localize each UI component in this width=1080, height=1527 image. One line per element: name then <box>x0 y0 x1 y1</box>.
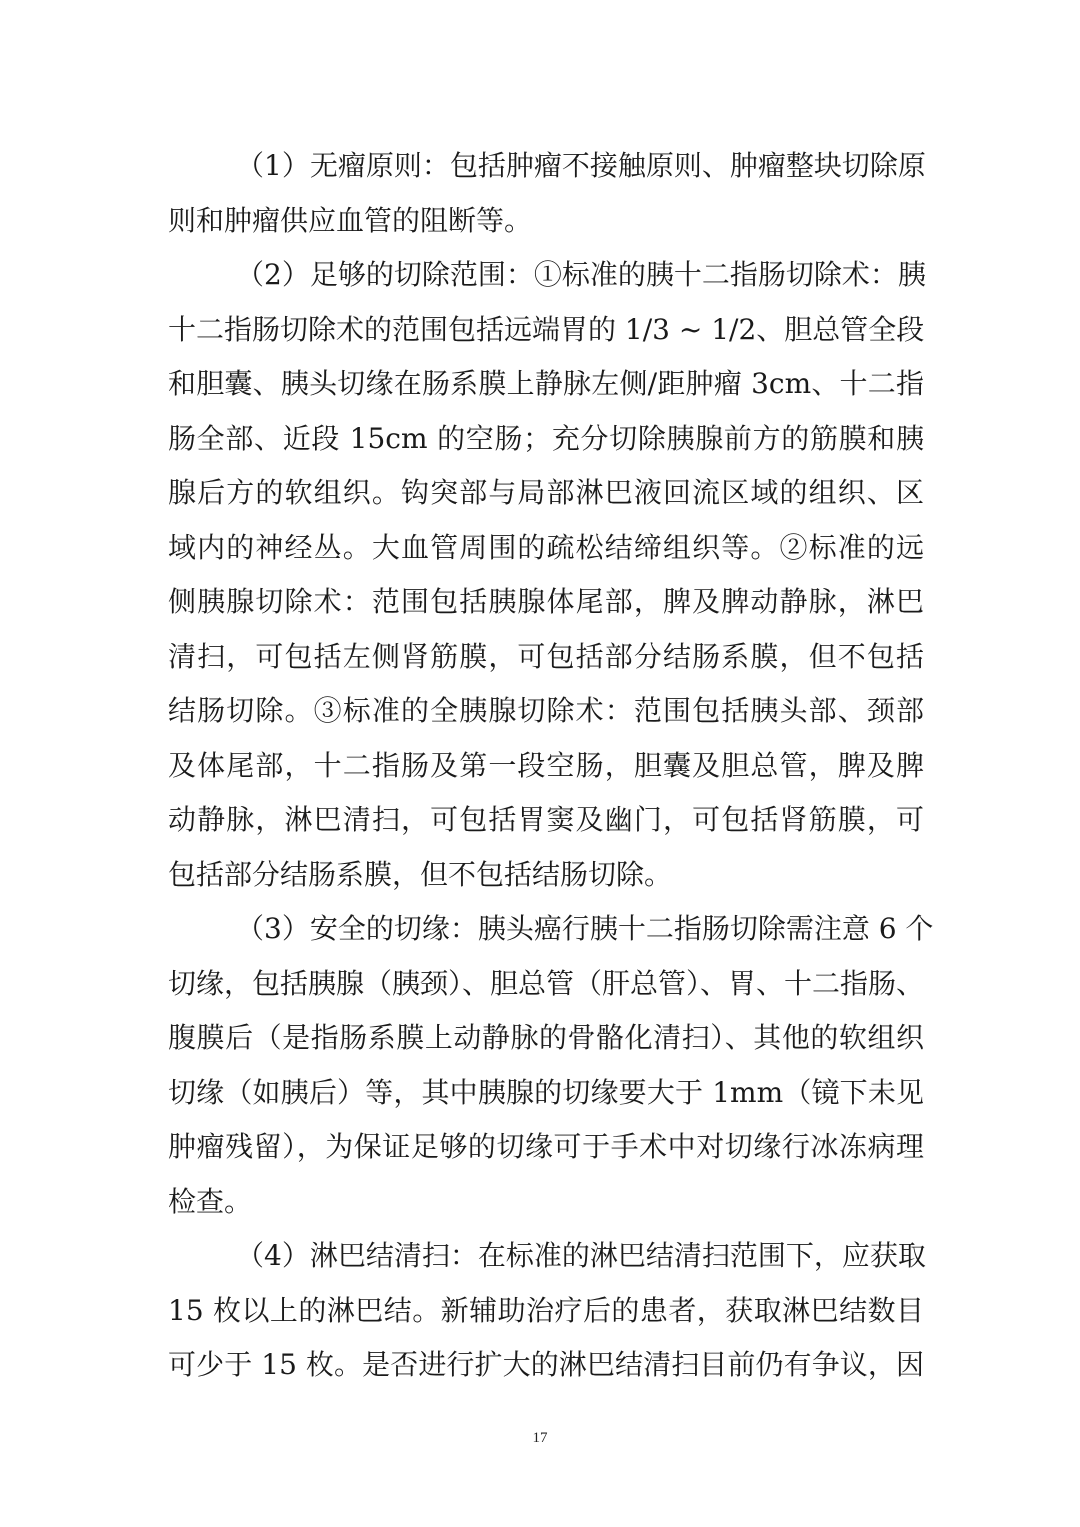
text-line: 清扫，可包括左侧肾筋膜，可包括部分结肠系膜，但不包括 <box>168 639 924 673</box>
text-line: 切缘，包括胰腺（胰颈）、胆总管（肝总管）、胃、十二指肠、 <box>168 966 925 1000</box>
paragraph-1 <box>168 139 924 248</box>
page-number: 17 <box>532 1430 548 1446</box>
paragraph-2 <box>168 248 924 902</box>
text-line: 包括部分结肠系膜，但不包括结肠切除。 <box>168 857 673 891</box>
text-line: 15 枚以上的淋巴结。新辅助治疗后的患者，获取淋巴结数目 <box>168 1293 924 1327</box>
text-line: 域内的神经丛。大血管周围的疏松结缔组织等。②标准的远 <box>168 530 924 564</box>
text-line: 则和肿瘤供应血管的阻断等。 <box>168 203 533 237</box>
text-line: 肠全部、近段 15cm 的空肠；充分切除胰腺前方的筋膜和胰 <box>168 421 924 455</box>
body-text <box>168 139 934 1393</box>
paragraph-4 <box>168 1229 924 1393</box>
text-line: 结肠切除。③标准的全胰腺切除术：范围包括胰头部、颈部 <box>168 694 924 727</box>
text-line: 及体尾部，十二指肠及第一段空肠，胆囊及胆总管，脾及脾 <box>168 748 924 782</box>
text-line: 动静脉，淋巴清扫，可包括胃窦及幽门，可包括肾筋膜，可 <box>168 803 924 836</box>
text-line: 腹膜后（是指肠系膜上动静脉的骨骼化清扫）、其他的软组织 <box>168 1021 924 1054</box>
text-line: （1）无瘤原则：包括肿瘤不接触原则、肿瘤整块切除原 <box>236 149 926 182</box>
text-line: （2）足够的切除范围：①标准的胰十二指肠切除术：胰 <box>236 258 926 291</box>
text-line: 十二指肠切除术的范围包括远端胃的 1/3 ~ 1/2、胆总管全段 <box>168 312 925 346</box>
text-line: 可少于 15 枚。是否进行扩大的淋巴结清扫目前仍有争议，因 <box>168 1348 924 1381</box>
text-line: 和胆囊、胰头切缘在肠系膜上静脉左侧/距肿瘤 3cm、十二指 <box>168 367 924 400</box>
text-line: 腺后方的软组织。钩突部与局部淋巴液回流区域的组织、区 <box>168 476 924 509</box>
text-line: （4）淋巴结清扫：在标准的淋巴结清扫范围下，应获取 <box>236 1239 926 1272</box>
text-line: 侧胰腺切除术：范围包括胰腺体尾部，脾及脾动静脉，淋巴 <box>168 585 924 618</box>
text-line: 检查。 <box>168 1184 253 1218</box>
text-line: （3）安全的切缘：胰头癌行胰十二指肠切除需注意 6 个 <box>236 912 934 945</box>
paragraph-3 <box>168 902 934 1229</box>
text-line: 切缘（如胰后）等，其中胰腺的切缘要大于 1mm（镜下未见 <box>168 1075 924 1109</box>
text-line: 肿瘤残留），为保证足够的切缘可于手术中对切缘行冰冻病理 <box>168 1130 924 1163</box>
